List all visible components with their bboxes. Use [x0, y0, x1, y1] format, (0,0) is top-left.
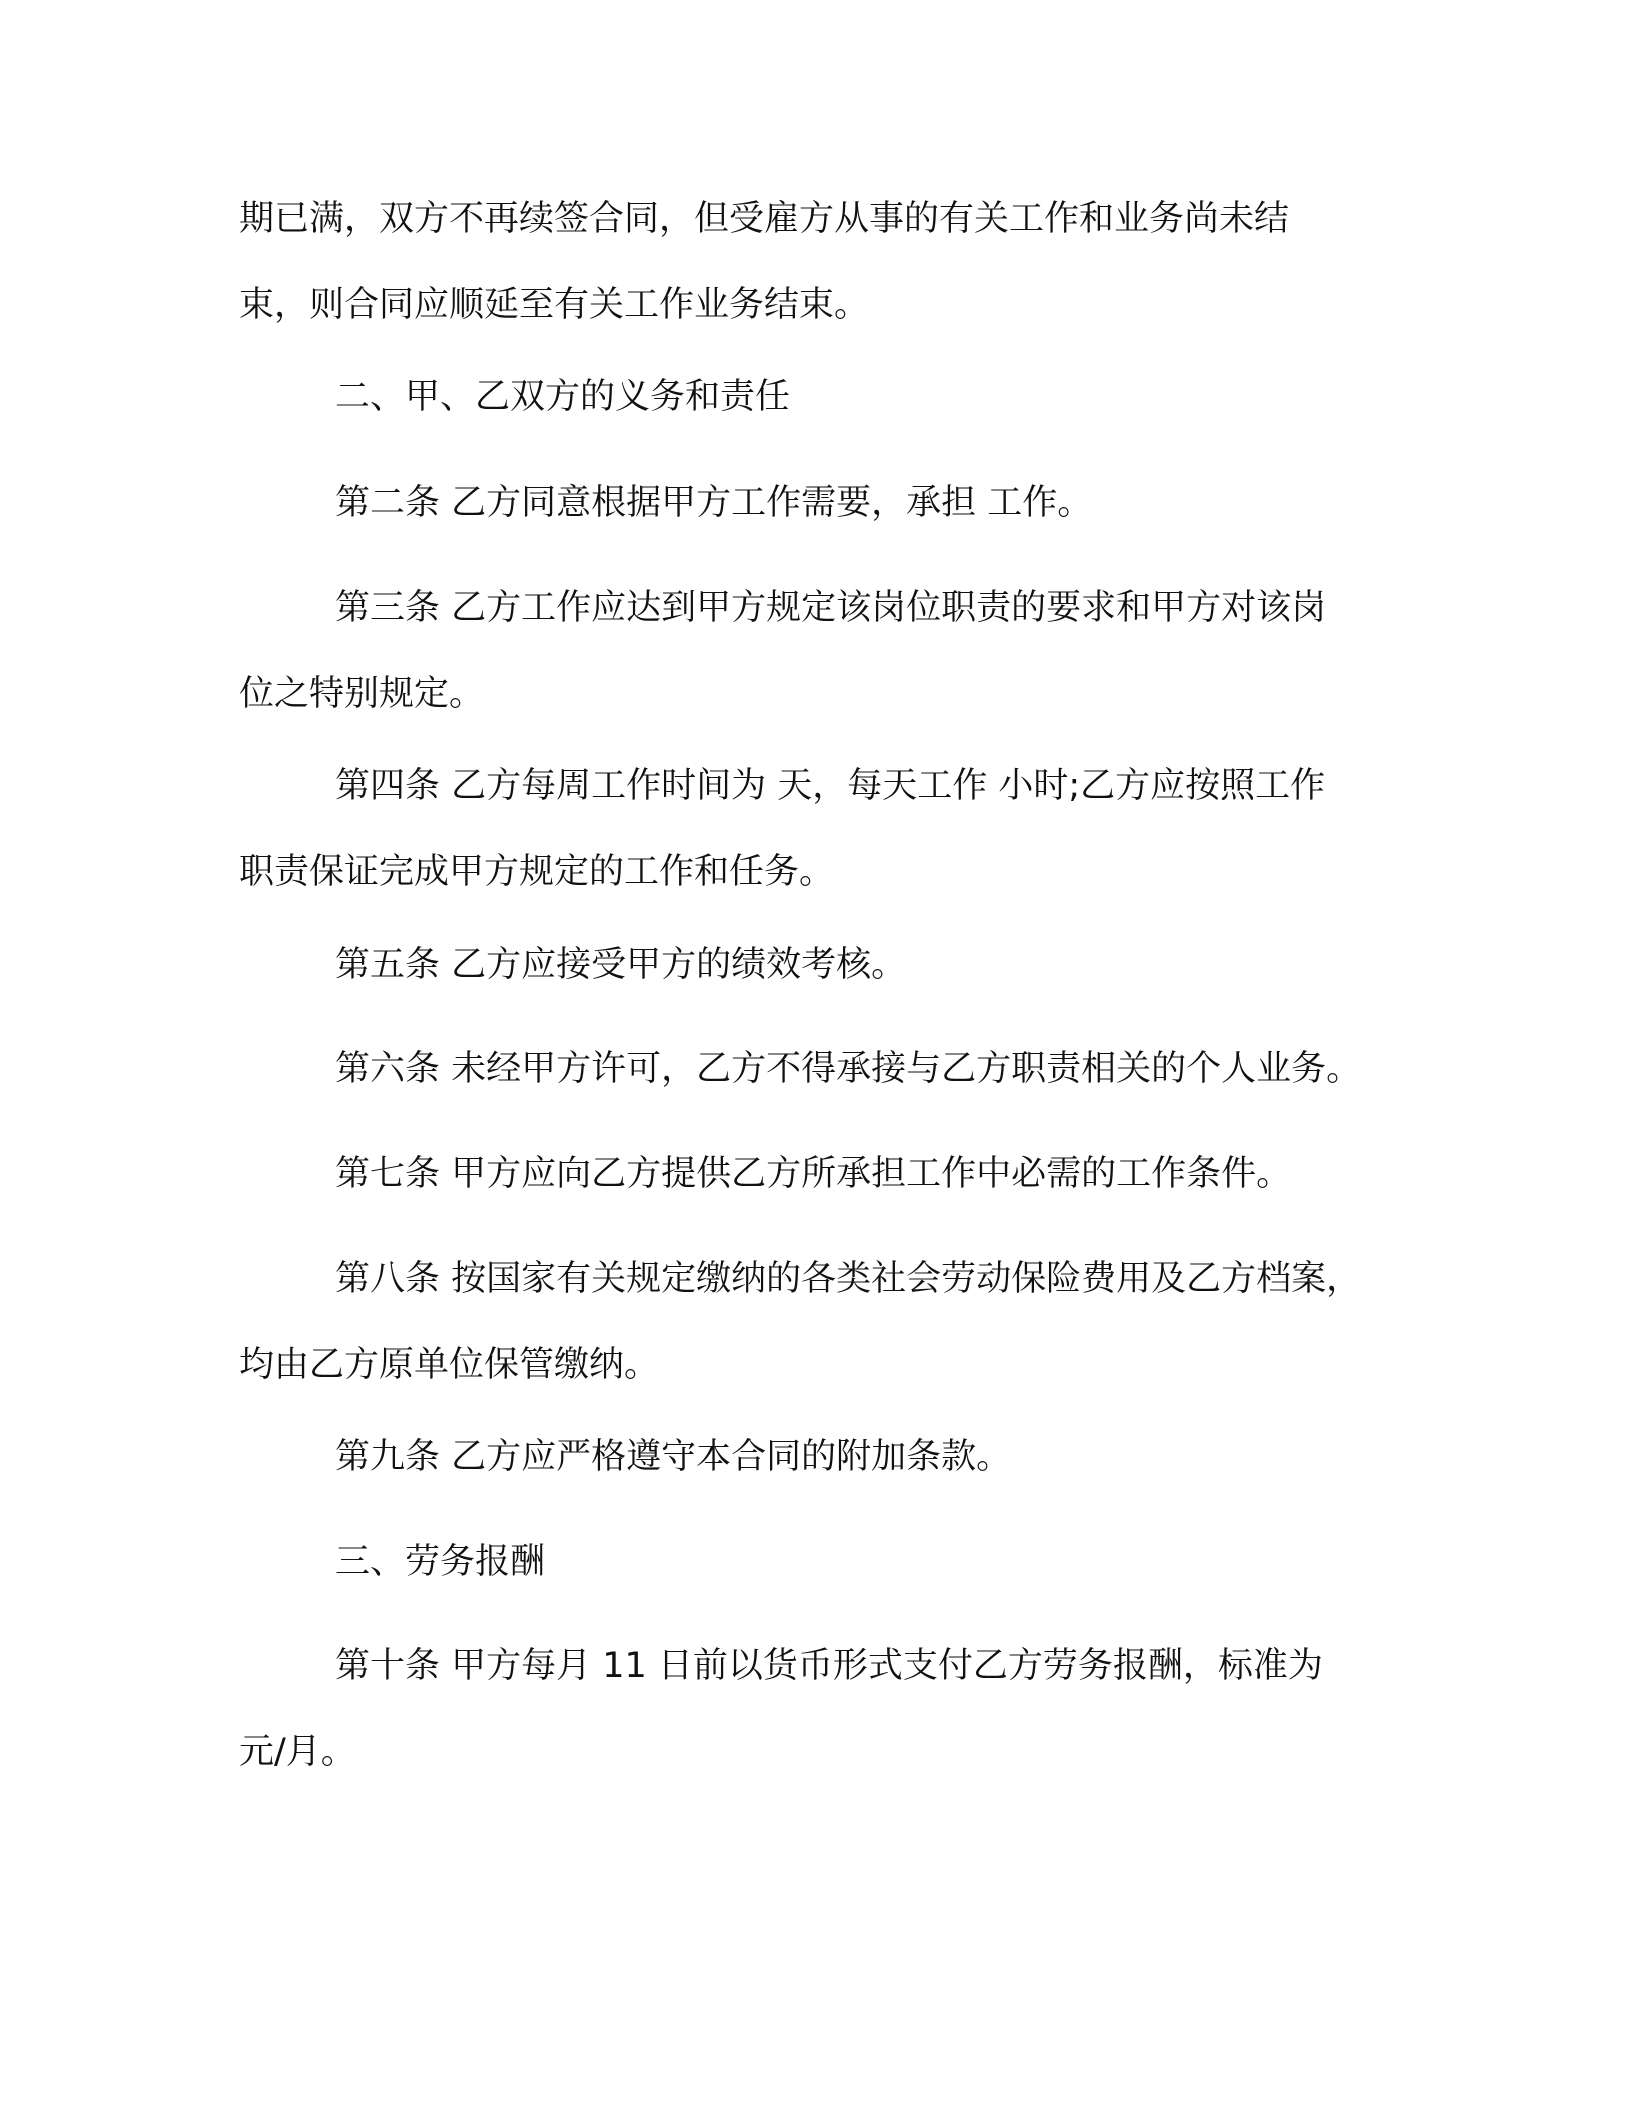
section-heading-remuneration [239, 1519, 1419, 1605]
clause-10 [239, 1623, 1419, 1795]
text-line: 职责保证完成甲方规定的工作和任务。 [239, 852, 835, 892]
clause-7 [239, 1131, 1419, 1217]
text-line: 二、甲、乙双方的义务和责任 [335, 377, 791, 417]
clause-4 [239, 743, 1419, 915]
text-line: 元/月。 [239, 1732, 356, 1772]
text-line: 第三条 乙方工作应达到甲方规定该岗位职责的要求和甲方对该岗 [335, 588, 1327, 628]
text-line: 均由乙方原单位保管缴纳。 [239, 1345, 660, 1385]
clause-3 [239, 565, 1419, 737]
text-line: 期已满，双方不再续签合同，但受雇方从事的有关工作和业务尚未结 [239, 199, 1290, 239]
paragraph-contract-term-end [239, 176, 1419, 348]
text-line: 第八条 按国家有关规定缴纳的各类社会劳动保险费用及乙方档案， [335, 1259, 1362, 1299]
section-heading-obligations [239, 354, 1419, 440]
text-line: 第十条 甲方每月 11 日前以货币形式支付乙方劳务报酬，标准为 [335, 1646, 1323, 1686]
text-line: 三、劳务报酬 [335, 1542, 546, 1582]
clause-2 [239, 460, 1419, 546]
clause-6 [239, 1026, 1419, 1112]
clause-9 [239, 1414, 1419, 1500]
clause-5 [239, 922, 1419, 1008]
text-line: 第七条 甲方应向乙方提供乙方所承担工作中必需的工作条件。 [335, 1154, 1292, 1194]
text-line: 第五条 乙方应接受甲方的绩效考核。 [335, 945, 907, 985]
clause-8 [239, 1236, 1419, 1408]
text-line: 位之特别规定。 [239, 674, 485, 714]
text-line: 第二条 乙方同意根据甲方工作需要，承担 工作。 [335, 483, 1093, 523]
text-line: 第六条 未经甲方许可，乙方不得承接与乙方职责相关的个人业务。 [335, 1049, 1362, 1089]
text-line: 第九条 乙方应严格遵守本合同的附加条款。 [335, 1437, 1012, 1477]
text-line: 束，则合同应顺延至有关工作业务结束。 [239, 285, 870, 325]
text-line: 第四条 乙方每周工作时间为 天，每天工作 小时;乙方应按照工作 [335, 766, 1326, 806]
